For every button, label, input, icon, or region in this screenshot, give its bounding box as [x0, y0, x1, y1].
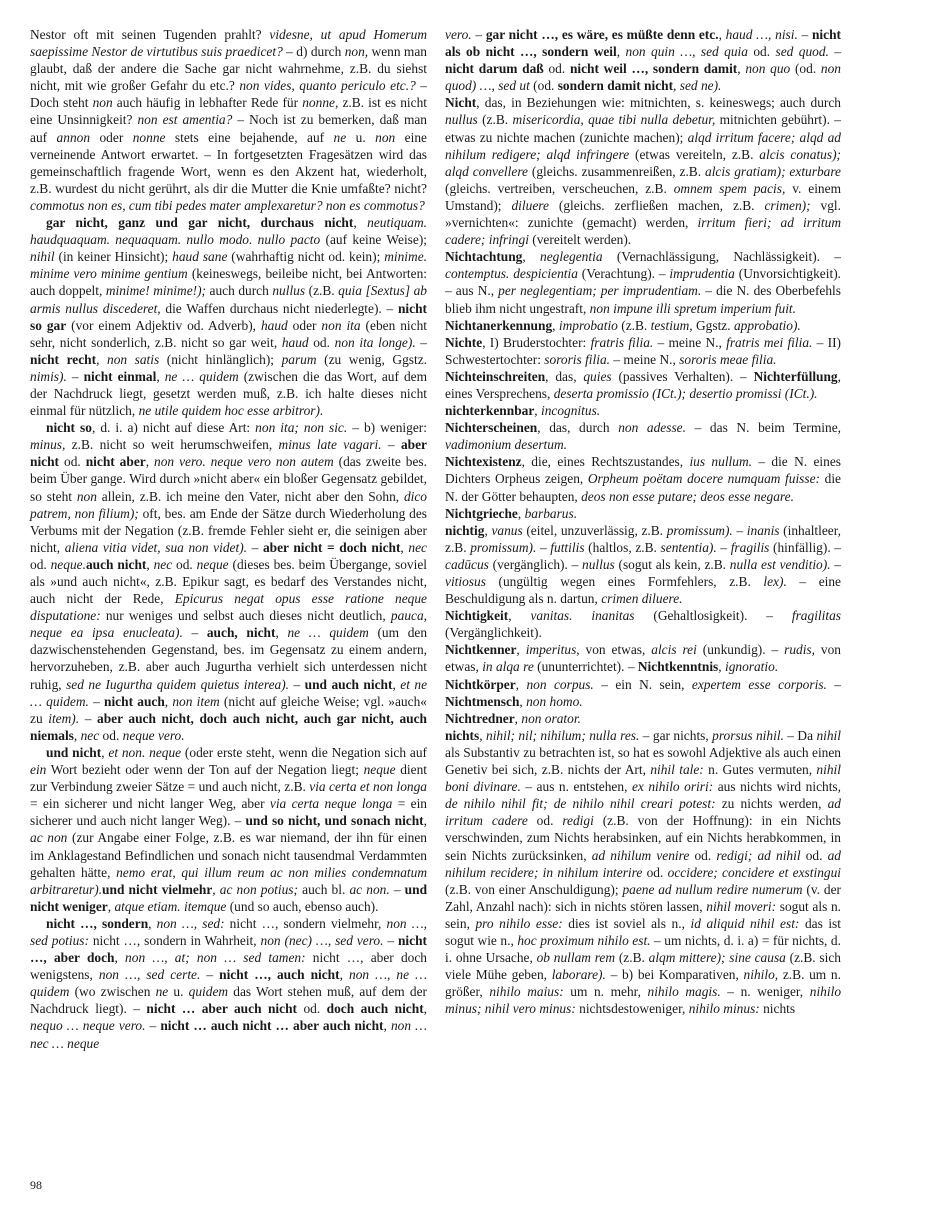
dictionary-paragraph: nicht …, sondern, non …, sed: nicht …, sondern vielmehr, non …, sed potius: nicht …, sondern in Wahrheit, non (nec) …, sed vero. – nicht …, aber doch, non …, at; non … sed tamen: nicht …, aber doch wenigstens, non …, sed certe. – nicht …, auch nicht, non …, ne … quidem (wo zwischen ne u. quidem das Wort stehen muß, auf dem der Nachdruck liegt). – nicht … aber auch nicht od. doch auch nicht, nequo … neque vero. – nicht … auch nicht … aber auch nicht, non … nec … neque	[30, 915, 428, 1051]
dictionary-paragraph: Nichtanerkennung, improbatio (z.B. testium, Ggstz. approbatio).	[445, 317, 801, 333]
page-number: 98	[30, 1178, 42, 1192]
dictionary-paragraph: Nichtigkeit, vanitas. inanitas (Gehaltlosigkeit). – fragilitas (Vergänglichkeit).	[445, 608, 841, 641]
dictionary-paragraph: vero. – gar nicht …, es wäre, es müßte denn etc., haud …, nisi. – nicht als ob nicht …, sondern weil, non quin …, sed quia od. sed quod. – nicht darum daß od. nicht weil …, sondern damit, non quo (od. non quod) …, sed ut (od. sondern damit nicht, sed ne).	[445, 27, 842, 94]
dictionary-paragraph: Nichtgrieche, barbarus.	[445, 505, 578, 521]
dictionary-paragraph: Nichtredner, non orator.	[445, 710, 581, 726]
dictionary-paragraph: Nichtkörper, non corpus. – ein N. sein, expertem esse corporis. – Nichtmensch, non homo.	[445, 676, 841, 709]
dictionary-paragraph: Nichterscheinen, das, durch non adesse. – das N. beim Termine, vadimonium desertum.	[445, 420, 842, 453]
right-column	[445, 26, 841, 1017]
dictionary-paragraph: Nichtkenner, imperitus, von etwas, alcis rei (unkundig). – rudis, von etwas, in alqa re (ununterrichtet). – Nichtkenntnis, ignoratio.	[445, 642, 841, 675]
dictionary-paragraph: und nicht, et non. neque (oder erste steht, wenn die Negation sich auf ein Wort bezieht oder wenn der Ton auf der Negation liegt; neque dient zur Verbindung zweier Sätze = und auch nicht, z.B. via certa et non longa = ein sicherer und nicht langer Weg, aber via certa neque longa = ein sicherer und auch nicht langer Weg). – und so nicht, und sonach nicht, ac non (zur Angabe einer Folge, z.B. es war niemand, der ihn für einen im Anklagestand Befindlichen und sonach nicht tausendmal Verdammten gehalten hätte, nemo erat, qui illum reum ac non milies condemnatum arbitraretur).und nicht vielmehr, ac non potius; auch bl. ac non. – und nicht weniger, atque etiam. itemque (und so auch, ebenso auch).	[30, 744, 428, 914]
dictionary-paragraph: gar nicht, ganz und gar nicht, durchaus nicht, neutiquam. haudquaquam. nequaquam. nullo modo. nullo pacto (auf keine Weise); nihil (in keiner Hinsicht); haud sane (wahrhaftig nicht od. kein); minime. minime vero minime gentium (keineswegs, beileibe nicht, bei Antworten: auch doppelt, minime! minime!); auch durch nullus (z.B. quia [Sextus] ab armis nullus discederet, die Waffen durchaus nicht niederlegte). – nicht so gar (vor einem Adjektiv od. Adverb), haud oder non ita (eben nicht sehr, nicht sonderlich, z.B. nicht so gar weit, haud od. non ita longe). – nicht recht, non satis (nicht hinlänglich); parum (zu wenig, Ggstz. nimis). – nicht einmal, ne … quidem (zwischen die das Wort, auf dem der Nachdruck liegt, gesetzt werden muß, z.B. ich halte dieses nicht einmal für nützlich, ne utile quidem hoc esse arbitror).	[30, 215, 428, 419]
left-column	[30, 26, 427, 1052]
dictionary-paragraph: Nichtexistenz, die, eines Rechtszustandes, ius nullum. – die N. eines Dichters Orpheus zeigen, Orpheum poëtam docere numquam fuisse: die N. der Götter behaupten, deos non esse putare; deos esse negare.	[445, 454, 841, 504]
dictionary-paragraph: nichtig, vanus (eitel, unzuverlässig, z.B. promissum). – inanis (inhaltleer, z.B. promissum). – futtilis (haltlos, z.B. sententia). – fragilis (hinfällig). – cadūcus (vergänglich). – nullus (sogut als kein, z.B. nulla est venditio). – vitiosus (ungültig wegen eines Formfehlers, z.B. lex). – eine Beschuldigung als n. dartun, crimen diluere.	[445, 522, 842, 607]
dictionary-paragraph: nicht so, d. i. a) nicht auf diese Art: non ita; non sic. – b) weniger: minus, z.B. nicht so weit herumschweifen, minus late vagari. – aber nicht od. nicht aber, non vero. neque vero non autem (das zweite bes. beim Über gange. Wird durch »nicht aber« ein bloßer Gegensatz gebildet, so steht non allein, z.B. ich meine den Vater, nicht aber den Sohn, dico patrem, non filium); oft, bes. am Ende der Sätze durch Wiederholung des Verbums mit der Negation (z.B. fremde Fehler sieht er, die seinigen aber nicht, aliena vitia videt, sua non videt). – aber nicht = doch nicht, nec od. neque.auch nicht, nec od. neque (dieses bes. beim Übergange, soviel als »und auch nicht«, z.B. Epikur sagt, es bedarf des Verstandes nicht, auch nicht der Rede, Epicurus negat opus esse ratione neque disputatione: nur weniges und selbst auch dieses nicht deutlich, pauca, neque ea ipsa enucleata). – auch, nicht, ne … quidem (um den dazwischenstehenden Gegenstand, bes. im Gegensatz zu einem andern, hervorzuheben, z.B. aber auch Jugurtha verhielt sich unterdessen nicht ruhig, sed ne Iugurtha quidem quietus interea). – und auch nicht, et ne … quidem. – nicht auch, non item (nicht auf gleiche Weise; vgl. »auch« zu item). – aber auch nicht, doch auch nicht, auch gar nicht, auch niemals, nec od. neque vero.	[30, 420, 428, 743]
dictionary-paragraph: Nichte, I) Bruderstochter: fratris filia. – meine N., fratris mei filia. – II) Schwestertochter: sororis filia. – meine N., sororis meae filia.	[445, 334, 842, 367]
dictionary-paragraph: Nestor oft mit seinen Tugenden prahlt? videsne, ut apud Homerum saepissime Nestor de virtutibus suis praedicet? – d) durch non, wenn man glaubt, daß der andere die Sache gar nicht wahrnehme, z.B. du siehst nicht, mit wie großer Gefahr du etc.? non vides, quanto periculo etc.? – Doch steht non auch häufig in lebhafter Rede für nonne, z.B. ist es nicht eine Unsinnigkeit? non est amentia? – Noch ist zu bemerken, daß man auf annon oder nonne stets eine bejahende, auf ne u. non eine verneinende Antwort erwartet. – In fortgesetzten Fragesätzen wird das gemeinschaftlich fragende Wort, wenn es den Akzent hat, wiederholt, z.B. wurdest du nicht gerührt, als dir die Mutter die Knie umfaßte? nicht? commotus non es, cum tibi pedes mater amplexaretur? non es commotus?	[30, 27, 428, 213]
dictionary-paragraph: nichts, nihil; nil; nihilum; nulla res. – gar nichts, prorsus nihil. – Da nihil als Substantiv zu betrachten ist, so hat es sowohl Adjektive als auch einen Genetiv bei sich, z.B. nichts der Art, nihil tale: n. Gutes vermuten, nihil boni divinare. – aus n. entstehen, ex nihilo oriri: aus nichts wird nichts, de nihilo nihil fit; de nihilo nihil creari potest: zu nichts werden, ad irritum cadere od. redigi (z.B. von der Hoffnung): in ein Nichts verschwinden, zum Nichts herabsinken, auf ein Nichts herabkommen, in sein Nichts zurücksinken, ad nihilum venire od. redigi; ad nihil od. ad nihilum recidere; in nihilum interire od. occidere; concidere et exstingui (z.B. von einer Anschuldigung); paene ad nullum redire numerum (v. der Zahl, Anzahl nach): sich in nichts stören lassen, nihil moveri: sogut als n. sein, pro nihilo esse: dies ist soviel als n., id aliquid nihil est: das ist sogut wie n., hoc proximum nihilo est. – um nichts, d. i. a) = für nichts, d. i. ohne Ursache, ob nullam rem (z.B. alqm mittere); sine causa (z.B. sich viele Mühe geben, laborare). – b) bei Komparativen, nihilo, z.B. um n. größer, nihilo maius: um n. mehr, nihilo magis. – n. weniger, nihilo minus; nihil vero minus: nichtsdestoweniger, nihilo minus: nichts	[445, 727, 842, 1017]
dictionary-paragraph: Nichtachtung, neglegentia (Vernachlässigung, Nachlässigkeit). – contemptus. despicientia (Verachtung). – imprudentia (Unvorsichtigkeit). – aus N., per neglegentiam; per imprudentiam. – die N. des Oberbefehls blieb ihm nicht ungestraft, non impune illi spretum imperium fuit.	[445, 249, 842, 316]
dictionary-paragraph: Nicht, das, in Beziehungen wie: mitnichten, s. keineswegs; auch durch nullus (z.B. misericordia, quae tibi nulla debetur, mitnichten gebührt). – etwas zu nichte machen (zunichte machen); alqd irritum facere; alqd ad nihilum redigere; alqd infringere (etwas vereiteln, z.B. alcis conatus); alqd convellere (gleichs. zusammenreißen, z.B. alcis gratiam); exturbare (gleichs. vertreiben, verscheuchen, z.B. omnem spem pacis, v. einem Umstand); diluere (gleichs. zerfließen machen, z.B. crimen); vgl. »vernichten«: zunichte (gemacht) werden, irritum fieri; ad irritum cadere; infringi (vereitelt werden).	[445, 95, 842, 248]
dictionary-paragraph: Nichteinschreiten, das, quies (passives Verhalten). – Nichterfüllung, eines Versprechens, deserta promissio (ICt.); desertio promissi (ICt.).	[445, 368, 841, 401]
dictionary-paragraph: nichterkennbar, incognitus.	[445, 403, 601, 419]
